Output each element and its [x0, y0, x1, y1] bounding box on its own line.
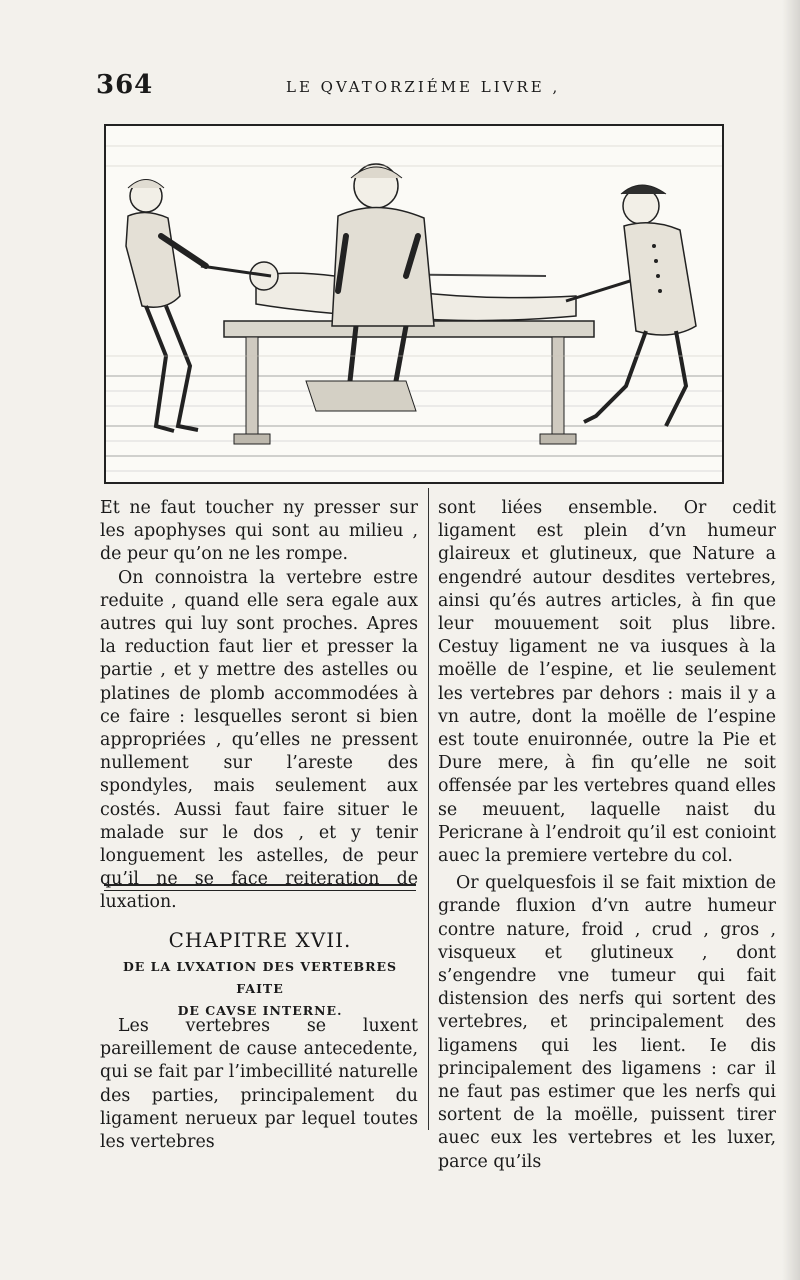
left-column	[100, 497, 418, 915]
paragraph: Or quelquesfois il se fait mixtion de grande fluxion d’vn autre humeur contre nature, froid , crud , gros , visqueux et glutineux , dont s’engendre vne tumeur qui fait distension des nerfs qui sortent des vertebres, et principalement des ligamens qui les lient. Ie dis principalement des ligamens : car il ne faut pas estimer que les nerfs qui sortent de la moëlle, puissent tirer auec eux les vertebres et les luxer, parce qu’ils	[438, 873, 776, 1172]
paragraph: sont liées ensemble. Or cedit ligament est plein d’vn humeur glaireux et glutineux, que Nature a engendré autour desdites vertebres, ainsi qu’és autres articles, à fin que leur mouuement soit plus libre. Cestuy ligament ne va iusques à la moëlle de l’espine, et lie seulement les vertebres par dehors : mais il y a vn autre, dont la moëlle de l’espine est toute enuironnée, outre la Pie et Dure mere, à fin qu’elle ne soit offensée par les vertebres quand elles se meuuent, laquelle naist du Pericrane à l’endroit qu’il est conioint auec la premiere vertebre du col.	[438, 498, 776, 867]
chapter-rule-top	[104, 884, 416, 886]
paragraph: On connoistra la vertebre estre reduite , quand elle sera egale aux autres qui luy sont proches. Apres la reduction faut lier et presser la partie , et y mettre des astelles ou platines de plomb accommodées à ce faire : lesquelles seront si bien appropriées , qu’elles ne pressent nullement sur l’areste des spondyles, mais seulement aux costés. Aussi faut faire situer le malade sur le dos , et y tenir longuement les astelles, de peur qu’il ne se face reiteration de luxation.	[100, 567, 418, 913]
chapter-subtitle-line: DE LA LVXATION DES VERTEBRES FAITE	[122, 959, 398, 996]
column-divider	[428, 488, 429, 1130]
right-column	[438, 497, 776, 1174]
page-edge-shadow	[782, 0, 800, 1280]
engraving-figure	[104, 124, 724, 484]
chapter-subtitle	[100, 956, 420, 1022]
page-number: 364	[96, 70, 154, 100]
chapter-rule-bottom	[104, 890, 416, 891]
page-header	[96, 70, 740, 110]
chapter-subtitle-line: DE CAVSE INTERNE.	[177, 1003, 343, 1018]
chapter-title: CHAPITRE XVII.	[168, 928, 352, 952]
paragraph: Et ne faut toucher ny presser sur les apophyses qui sont au milieu , de peur qu’on ne les rompe.	[100, 498, 418, 565]
paragraph: Les vertebres se luxent pareillement de cause antecedente, qui se fait par l’imbecillité naturelle des parties, principalement du ligament nerueux par lequel toutes les vertebres	[100, 1016, 418, 1153]
chapter-body	[100, 1015, 418, 1154]
running-title: LE QVATORZIÉME LIVRE ,	[286, 78, 561, 96]
engraving-spinal-traction-scene-icon	[106, 126, 722, 482]
